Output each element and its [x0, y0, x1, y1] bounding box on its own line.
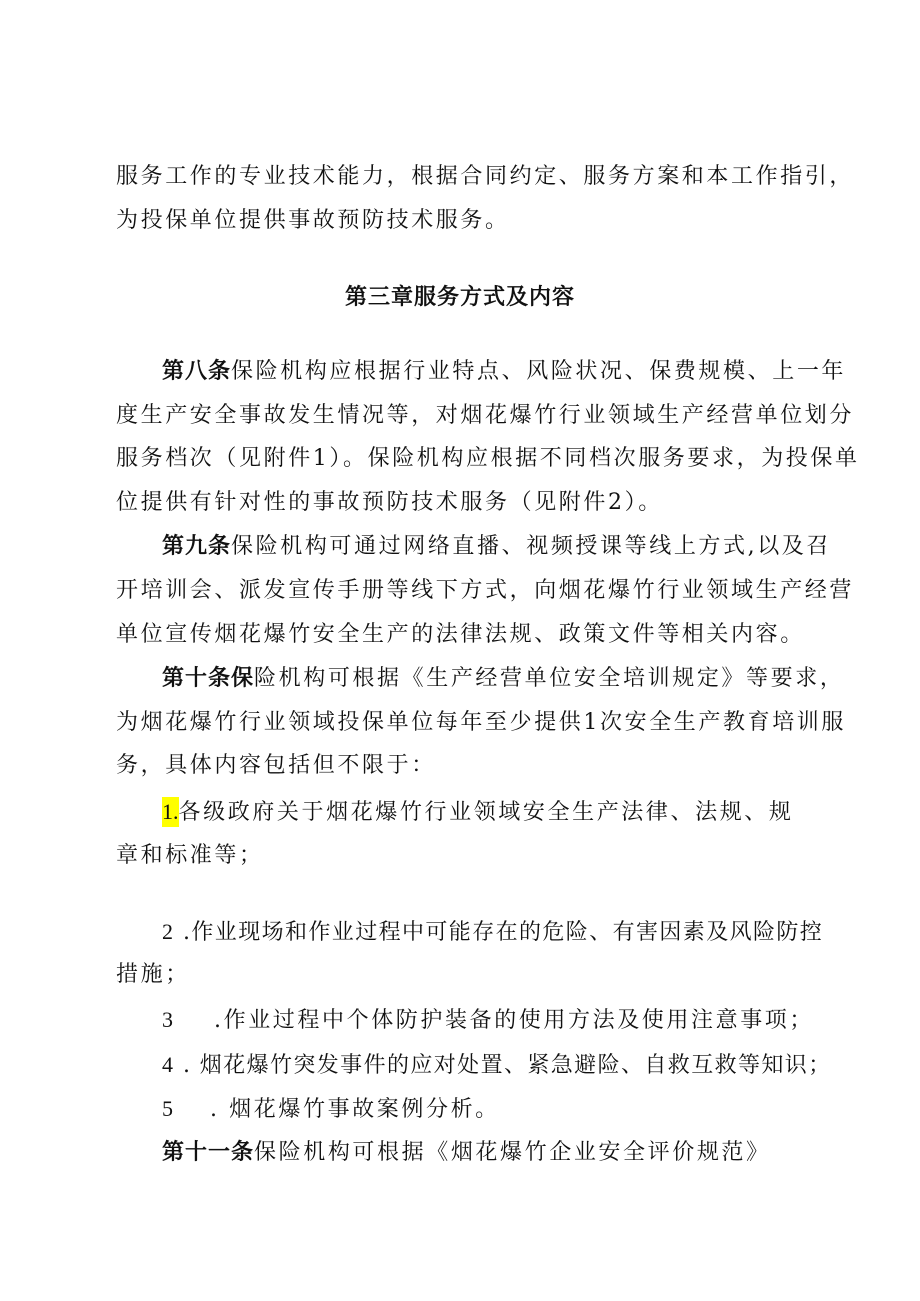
article-8-line-1: [162, 357, 846, 387]
article-10-line-2: 为烟花爆竹行业领域投保单位每年至少提供1次安全生产教育培训服: [116, 710, 846, 735]
article-8-text: 保险机构应根据行业特点、风险状况、保费规模、上一年: [231, 359, 847, 384]
article-9-line-3: 单位宣传烟花爆竹安全生产的法律法规、政策文件等相关内容。: [116, 622, 805, 647]
list-item-2-number: 2: [162, 919, 173, 944]
article-10-line-1: [162, 664, 844, 694]
list-item-5-text: . 烟花爆竹事故案例分析。: [210, 1097, 500, 1122]
list-item-3: [162, 1005, 814, 1036]
article-8-line-3: 服务档次（见附件1）。保险机构应根据不同档次服务要求，为投保单: [116, 446, 860, 471]
list-item-3-text: .作业过程中个体防护装备的使用方法及使用注意事项；: [214, 1008, 814, 1033]
list-item-4-text: . 烟花爆竹突发事件的应对处置、紧急避险、自救互救等知识；: [183, 1053, 832, 1078]
article-9-heading: 第九条: [162, 534, 232, 559]
article-9-text: 保险机构可通过网络直播、视频授课等线上方式,以及召: [231, 534, 832, 559]
intro-line-1: 服务工作的专业技术能力，根据合同约定、服务方案和本工作指引，: [116, 164, 855, 189]
article-10-text: 险机构可根据《生产经营单位安全培训规定》等要求，: [254, 666, 845, 691]
article-10-heading: 第十条保: [162, 666, 255, 691]
list-item-1-line-1: [162, 797, 794, 828]
list-item-2-line-2: 措施；: [116, 962, 190, 987]
chapter-title: 第三章服务方式及内容: [344, 285, 575, 310]
list-item-3-number: 3: [162, 1007, 173, 1032]
article-8-line-2: 度生产安全事故发生情况等，对烟花爆竹行业领域生产经营单位划分: [116, 403, 855, 428]
list-item-2-text: .作业现场和作业过程中可能存在的危险、有害因素及风险防控: [183, 920, 824, 945]
list-item-2-line-1: [162, 917, 823, 948]
article-9-line-2: 开培训会、派发宣传手册等线下方式，向烟花爆竹行业领域生产经营: [116, 578, 855, 603]
list-item-1-text: 各级政府关于烟花爆竹行业领域安全生产法律、法规、规: [178, 800, 794, 825]
list-item-4: [162, 1050, 832, 1081]
list-item-1-line-2: 章和标准等；: [116, 843, 264, 868]
article-10-line-3: 务，具体内容包括但不限于：: [116, 753, 436, 778]
list-item-1-number: 1.: [162, 797, 179, 827]
article-8-heading: 第八条: [162, 359, 232, 384]
article-11-heading: 第十一条: [162, 1140, 255, 1165]
article-9-line-1: [162, 532, 831, 562]
list-item-5-number: 5: [162, 1096, 173, 1121]
article-11-text: 保险机构可根据《烟花爆竹企业安全评价规范》: [254, 1140, 771, 1165]
list-item-4-number: 4: [162, 1052, 173, 1077]
article-8-line-4: 位提供有针对性的事故预防技术服务（见附件2）。: [116, 490, 663, 515]
list-item-5: [162, 1094, 500, 1125]
intro-line-2: 为投保单位提供事故预防技术服务。: [116, 208, 510, 233]
article-11-line-1: [162, 1138, 771, 1168]
